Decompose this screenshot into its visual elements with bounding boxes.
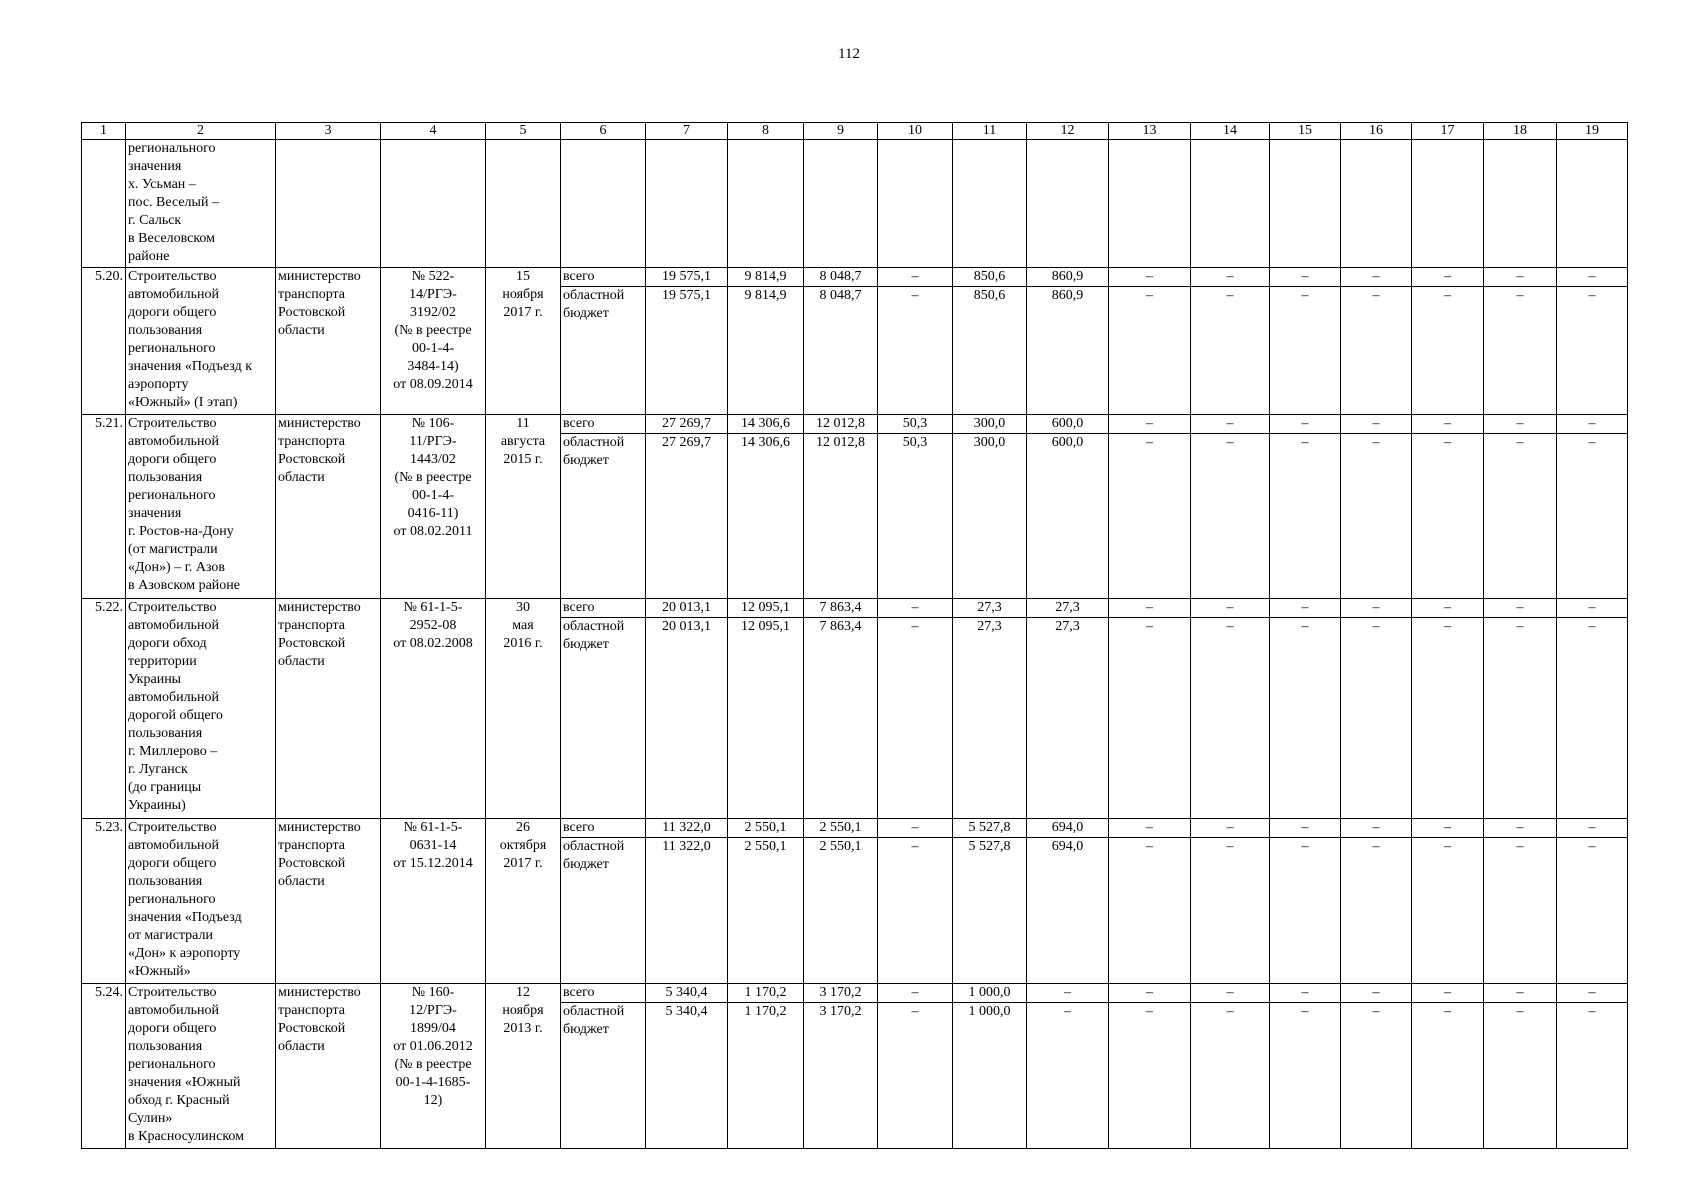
organization-cell: министерство транспорта Ростовской области <box>276 268 381 415</box>
row-number-cell: 5.23. <box>82 819 126 984</box>
document-cell: № 522- 14/РГЭ- 3192/02 (№ в реестре 00-1-4- 3484-14) от 08.09.2014 <box>381 268 486 415</box>
value-cell: – <box>1557 984 1628 1003</box>
empty-cell <box>381 140 486 268</box>
object-name-cell: Строительство автомобильной дороги общего пользования регионального значения г. Ростов-на-Дону (от магистрали «Дон») – г. Азов в Азовском районе <box>126 415 276 599</box>
value-cell: 11 322,0 <box>646 819 728 838</box>
value-cell: – <box>1109 819 1191 838</box>
value-cell: – <box>1412 599 1484 618</box>
value-cell: – <box>1412 434 1484 599</box>
empty-cell <box>1027 140 1109 268</box>
value-cell: 19 575,1 <box>646 287 728 415</box>
value-cell: – <box>1109 434 1191 599</box>
value-cell: 3 170,2 <box>804 984 878 1003</box>
continuation-name-cell: регионального значения х. Усьман – пос. Веселый – г. Сальск в Веселовском районе <box>126 140 276 268</box>
header-row <box>82 123 1628 140</box>
value-cell: 27 269,7 <box>646 415 728 434</box>
empty-cell <box>1270 140 1341 268</box>
value-cell: 2 550,1 <box>804 838 878 984</box>
value-cell: – <box>1191 287 1270 415</box>
value-cell: 1 170,2 <box>728 1003 804 1149</box>
value-cell: – <box>1484 434 1557 599</box>
value-cell: – <box>1191 819 1270 838</box>
value-cell: 2 550,1 <box>728 838 804 984</box>
header-cell: 6 <box>561 123 646 140</box>
value-cell: – <box>878 984 953 1003</box>
table-row <box>82 268 1628 287</box>
value-cell: – <box>1109 984 1191 1003</box>
value-cell: 14 306,6 <box>728 415 804 434</box>
value-cell: 9 814,9 <box>728 287 804 415</box>
source-total-cell: всего <box>561 819 646 838</box>
value-cell: 5 527,8 <box>953 838 1027 984</box>
date-cell: 11 августа 2015 г. <box>486 415 561 599</box>
value-cell: – <box>1412 819 1484 838</box>
value-cell: 27,3 <box>1027 618 1109 819</box>
table-row <box>82 415 1628 434</box>
header-cell: 2 <box>126 123 276 140</box>
value-cell: – <box>1341 1003 1412 1149</box>
value-cell: – <box>1027 984 1109 1003</box>
empty-cell <box>878 140 953 268</box>
table-row <box>82 599 1628 618</box>
header-cell: 10 <box>878 123 953 140</box>
continuation-row <box>82 140 1628 268</box>
value-cell: – <box>878 819 953 838</box>
value-cell: – <box>1484 599 1557 618</box>
value-cell: 694,0 <box>1027 819 1109 838</box>
value-cell: – <box>1484 415 1557 434</box>
value-cell: – <box>1557 838 1628 984</box>
date-cell: 12 ноября 2013 г. <box>486 984 561 1149</box>
value-cell: 600,0 <box>1027 434 1109 599</box>
date-cell: 15 ноября 2017 г. <box>486 268 561 415</box>
value-cell: 27,3 <box>953 618 1027 819</box>
value-cell: – <box>1270 415 1341 434</box>
value-cell: – <box>878 287 953 415</box>
empty-cell <box>1412 140 1484 268</box>
value-cell: – <box>1412 287 1484 415</box>
value-cell: – <box>1557 434 1628 599</box>
table-row <box>82 984 1628 1003</box>
value-cell: – <box>1270 984 1341 1003</box>
value-cell: – <box>1109 599 1191 618</box>
value-cell: 300,0 <box>953 434 1027 599</box>
value-cell: – <box>1191 618 1270 819</box>
header-cell: 18 <box>1484 123 1557 140</box>
value-cell: – <box>878 838 953 984</box>
source-budget-cell: областной бюджет <box>561 618 646 819</box>
value-cell: – <box>1191 984 1270 1003</box>
header-cell: 7 <box>646 123 728 140</box>
organization-cell: министерство транспорта Ростовской области <box>276 819 381 984</box>
value-cell: – <box>1557 415 1628 434</box>
value-cell: – <box>1412 268 1484 287</box>
organization-cell: министерство транспорта Ростовской области <box>276 599 381 819</box>
document-cell: № 106- 11/РГЭ- 1443/02 (№ в реестре 00-1-4- 0416-11) от 08.02.2011 <box>381 415 486 599</box>
header-cell: 17 <box>1412 123 1484 140</box>
value-cell: 7 863,4 <box>804 599 878 618</box>
value-cell: – <box>1484 819 1557 838</box>
row-number-cell: 5.21. <box>82 415 126 599</box>
row-number-cell <box>82 140 126 268</box>
value-cell: – <box>1109 268 1191 287</box>
value-cell: – <box>1270 1003 1341 1149</box>
value-cell: – <box>1341 618 1412 819</box>
header-cell: 9 <box>804 123 878 140</box>
row-number-cell: 5.20. <box>82 268 126 415</box>
value-cell: – <box>1109 1003 1191 1149</box>
value-cell: – <box>1191 599 1270 618</box>
value-cell: – <box>1484 838 1557 984</box>
value-cell: – <box>1341 599 1412 618</box>
empty-cell <box>1484 140 1557 268</box>
value-cell: 12 012,8 <box>804 434 878 599</box>
value-cell: 850,6 <box>953 287 1027 415</box>
value-cell: 850,6 <box>953 268 1027 287</box>
value-cell: 12 095,1 <box>728 599 804 618</box>
value-cell: – <box>1270 434 1341 599</box>
value-cell: 19 575,1 <box>646 268 728 287</box>
table-body <box>82 140 1628 1149</box>
value-cell: – <box>1109 618 1191 819</box>
document-cell: № 61-1-5- 2952-08 от 08.02.2008 <box>381 599 486 819</box>
value-cell: – <box>878 599 953 618</box>
source-budget-cell: областной бюджет <box>561 1003 646 1149</box>
value-cell: – <box>1557 819 1628 838</box>
value-cell: 20 013,1 <box>646 599 728 618</box>
value-cell: 5 340,4 <box>646 1003 728 1149</box>
object-name-cell: Строительство автомобильной дороги общего пользования регионального значения «Южный обход г. Красный Сулин» в Красносулинском <box>126 984 276 1149</box>
empty-cell <box>561 140 646 268</box>
value-cell: – <box>878 268 953 287</box>
value-cell: 8 048,7 <box>804 287 878 415</box>
data-table <box>81 122 1628 1149</box>
empty-cell <box>953 140 1027 268</box>
value-cell: 2 550,1 <box>728 819 804 838</box>
value-cell: – <box>1109 838 1191 984</box>
value-cell: 1 000,0 <box>953 1003 1027 1149</box>
value-cell: – <box>1412 1003 1484 1149</box>
document-cell: № 160- 12/РГЭ- 1899/04 от 01.06.2012 (№ в реестре 00-1-4-1685- 12) <box>381 984 486 1149</box>
value-cell: 5 340,4 <box>646 984 728 1003</box>
empty-cell <box>804 140 878 268</box>
value-cell: 12 095,1 <box>728 618 804 819</box>
value-cell: – <box>1341 819 1412 838</box>
value-cell: – <box>1341 434 1412 599</box>
value-cell: – <box>1341 838 1412 984</box>
row-number-cell: 5.22. <box>82 599 126 819</box>
empty-cell <box>1341 140 1412 268</box>
document-cell: № 61-1-5- 0631-14 от 15.12.2014 <box>381 819 486 984</box>
value-cell: – <box>1557 1003 1628 1149</box>
value-cell: – <box>1412 618 1484 819</box>
value-cell: – <box>1109 287 1191 415</box>
source-total-cell: всего <box>561 984 646 1003</box>
header-cell: 12 <box>1027 123 1109 140</box>
header-cell: 4 <box>381 123 486 140</box>
empty-cell <box>486 140 561 268</box>
value-cell: – <box>1270 838 1341 984</box>
header-cell: 5 <box>486 123 561 140</box>
header-cell: 3 <box>276 123 381 140</box>
value-cell: 50,3 <box>878 415 953 434</box>
value-cell: – <box>1341 268 1412 287</box>
value-cell: – <box>1191 268 1270 287</box>
object-name-cell: Строительство автомобильной дороги общего пользования регионального значения «Подъезд от магистрали «Дон» к аэропорту «Южный» <box>126 819 276 984</box>
value-cell: 3 170,2 <box>804 1003 878 1149</box>
empty-cell <box>646 140 728 268</box>
date-cell: 30 мая 2016 г. <box>486 599 561 819</box>
page-number: 112 <box>838 46 860 62</box>
value-cell: – <box>1270 268 1341 287</box>
value-cell: 27 269,7 <box>646 434 728 599</box>
value-cell: – <box>1027 1003 1109 1149</box>
table-row <box>82 819 1628 838</box>
header-cell: 13 <box>1109 123 1191 140</box>
value-cell: – <box>1191 434 1270 599</box>
value-cell: – <box>1270 599 1341 618</box>
value-cell: – <box>1557 268 1628 287</box>
value-cell: – <box>1412 984 1484 1003</box>
value-cell: 860,9 <box>1027 287 1109 415</box>
value-cell: 9 814,9 <box>728 268 804 287</box>
value-cell: – <box>1191 415 1270 434</box>
empty-cell <box>276 140 381 268</box>
organization-cell: министерство транспорта Ростовской области <box>276 415 381 599</box>
value-cell: 12 012,8 <box>804 415 878 434</box>
source-budget-cell: областной бюджет <box>561 434 646 599</box>
value-cell: – <box>1484 1003 1557 1149</box>
header-cell: 15 <box>1270 123 1341 140</box>
value-cell: 27,3 <box>1027 599 1109 618</box>
source-budget-cell: областной бюджет <box>561 838 646 984</box>
value-cell: – <box>1191 1003 1270 1149</box>
empty-cell <box>728 140 804 268</box>
value-cell: – <box>1412 415 1484 434</box>
header-cell: 16 <box>1341 123 1412 140</box>
value-cell: – <box>1270 287 1341 415</box>
value-cell: 5 527,8 <box>953 819 1027 838</box>
value-cell: 1 000,0 <box>953 984 1027 1003</box>
header-cell: 1 <box>82 123 126 140</box>
value-cell: 860,9 <box>1027 268 1109 287</box>
value-cell: 2 550,1 <box>804 819 878 838</box>
value-cell: – <box>1341 287 1412 415</box>
value-cell: – <box>1270 819 1341 838</box>
header-cell: 11 <box>953 123 1027 140</box>
object-name-cell: Строительство автомобильной дороги обход территории Украины автомобильной дорогой общего пользования г. Миллерово – г. Луганск (до границы Украины) <box>126 599 276 819</box>
source-total-cell: всего <box>561 599 646 618</box>
date-cell: 26 октября 2017 г. <box>486 819 561 984</box>
empty-cell <box>1557 140 1628 268</box>
value-cell: – <box>1557 599 1628 618</box>
value-cell: – <box>878 1003 953 1149</box>
value-cell: – <box>1412 838 1484 984</box>
organization-cell: министерство транспорта Ростовской области <box>276 984 381 1149</box>
value-cell: – <box>1557 287 1628 415</box>
value-cell: – <box>1484 268 1557 287</box>
source-total-cell: всего <box>561 415 646 434</box>
value-cell: – <box>1557 618 1628 819</box>
value-cell: 7 863,4 <box>804 618 878 819</box>
value-cell: 27,3 <box>953 599 1027 618</box>
value-cell: – <box>1484 984 1557 1003</box>
value-cell: – <box>1109 415 1191 434</box>
value-cell: 694,0 <box>1027 838 1109 984</box>
value-cell: 8 048,7 <box>804 268 878 287</box>
value-cell: – <box>1191 838 1270 984</box>
value-cell: – <box>1484 618 1557 819</box>
value-cell: 11 322,0 <box>646 838 728 984</box>
value-cell: 50,3 <box>878 434 953 599</box>
value-cell: – <box>1270 618 1341 819</box>
source-budget-cell: областной бюджет <box>561 287 646 415</box>
value-cell: 14 306,6 <box>728 434 804 599</box>
header-cell: 8 <box>728 123 804 140</box>
value-cell: – <box>1341 984 1412 1003</box>
source-total-cell: всего <box>561 268 646 287</box>
value-cell: 600,0 <box>1027 415 1109 434</box>
header-cell: 19 <box>1557 123 1628 140</box>
empty-cell <box>1109 140 1191 268</box>
value-cell: – <box>878 618 953 819</box>
value-cell: 300,0 <box>953 415 1027 434</box>
value-cell: 20 013,1 <box>646 618 728 819</box>
empty-cell <box>1191 140 1270 268</box>
object-name-cell: Строительство автомобильной дороги общего пользования регионального значения «Подъезд к аэропорту «Южный» (I этап) <box>126 268 276 415</box>
value-cell: – <box>1484 287 1557 415</box>
row-number-cell: 5.24. <box>82 984 126 1149</box>
value-cell: – <box>1341 415 1412 434</box>
value-cell: 1 170,2 <box>728 984 804 1003</box>
header-cell: 14 <box>1191 123 1270 140</box>
